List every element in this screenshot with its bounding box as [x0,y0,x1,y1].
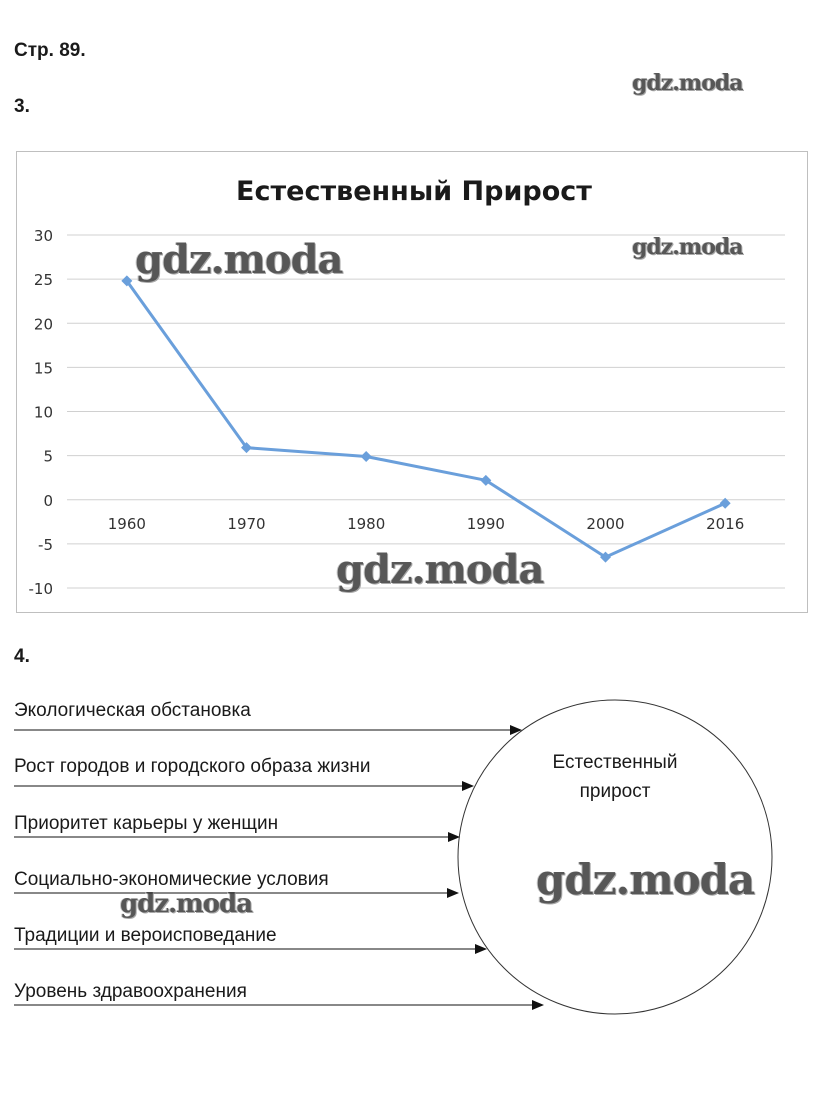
task-4-number: 4. [14,646,30,667]
x-tick-label: 1990 [466,514,505,533]
page-number: Стр. 89. [14,40,86,61]
watermark-diagram-circle: gdz.moda [536,855,755,904]
factor-career-priority: Приоритет карьеры у женщин [14,813,279,834]
y-tick-label: 30 [33,227,53,245]
x-tick-label: 1960 [107,514,146,533]
watermark-chart-right: gdz.moda [632,234,743,260]
factor-socio-economic: Социально-экономические условия [14,869,329,890]
x-tick-label: 2016 [706,514,745,533]
factor-traditions-religion: Традиции и вероисповедание [14,925,277,946]
y-tick-label: 0 [43,491,53,510]
chart-title: Естественный Прирост [236,176,592,207]
factor-ecology: Экологическая обстановка [14,700,251,721]
data-point [361,451,372,462]
x-tick-label: 1970 [227,514,266,533]
chart-frame [16,151,808,613]
x-tick-label: 1980 [347,514,386,533]
y-tick-label: 10 [33,403,53,422]
task-3-number: 3. [14,96,30,117]
series-line [127,281,725,557]
center-label-line-1: Естественный [552,752,678,773]
factor-urbanization: Рост городов и городского образа жизни [14,756,371,777]
y-tick-label: 5 [43,447,53,466]
watermark-top-right: gdz.moda [632,70,743,96]
factor-healthcare: Уровень здравоохранения [14,981,247,1002]
watermark-chart-left: gdz.moda [135,236,343,283]
y-tick-label: 20 [33,315,53,334]
watermark-diagram-left: gdz.moda [120,889,253,919]
y-tick-label: -5 [38,535,53,554]
y-tick-label: 15 [33,359,53,378]
center-label-line-2: прирост [579,781,651,802]
x-tick-label: 2000 [586,514,625,533]
watermark-chart-bottom: gdz.moda [336,546,544,593]
line-chart [17,152,807,612]
y-tick-label: -10 [28,580,53,598]
y-tick-label: 25 [33,271,53,290]
